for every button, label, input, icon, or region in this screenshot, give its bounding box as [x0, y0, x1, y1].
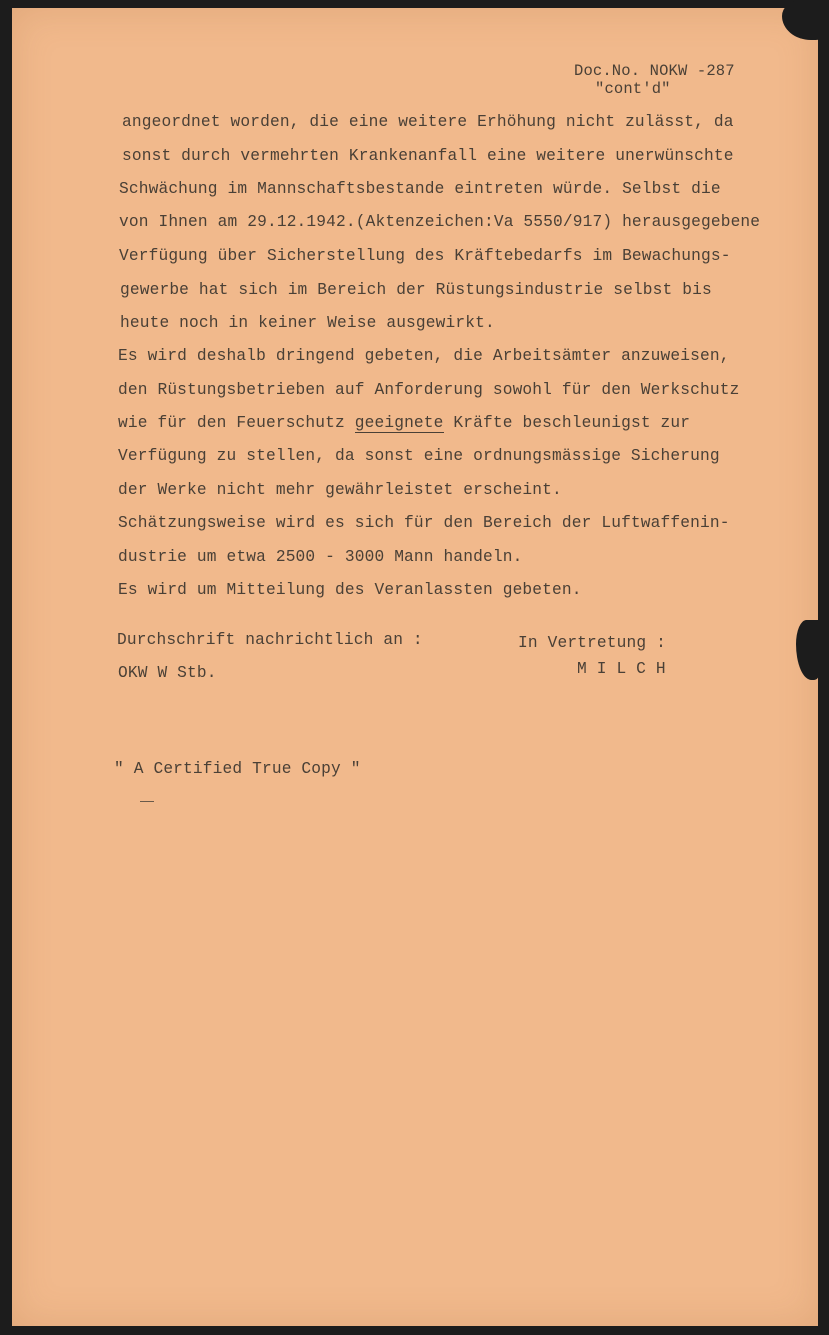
body-line: heute noch in keiner Weise ausgewirkt. [120, 314, 495, 332]
body-line: Schwächung im Mannschaftsbestande eintreten würde. Selbst die [119, 180, 721, 198]
on-behalf-label: In Vertretung : [518, 634, 666, 652]
copy-recipient: OKW W Stb. [118, 664, 217, 682]
body-line: dustrie um etwa 2500 - 3000 Mann handeln. [118, 548, 523, 566]
body-line: Verfügung über Sicherstellung des Kräftebedarfs im Bewachungs- [119, 247, 731, 265]
certification: " A Certified True Copy " [114, 760, 361, 778]
copy-to-label: Durchschrift nachrichtlich an : [117, 631, 423, 649]
body-line: Es wird um Mitteilung des Veranlassten gebeten. [118, 581, 582, 599]
signature: M I L C H [577, 660, 666, 678]
torn-corner [782, 0, 829, 40]
torn-edge [796, 620, 822, 680]
doc-number: Doc.No. NOKW -287 [574, 62, 735, 80]
body-line: von Ihnen am 29.12.1942.(Aktenzeichen:Va 5550/917) herausgegebene [119, 213, 761, 231]
underlined-word: geeignete [354, 414, 444, 432]
body-line-end: Kräfte beschleunigst zur [453, 414, 691, 432]
body-line: sonst durch vermehrten Krankenanfall eine weitere unerwünschte [122, 147, 734, 165]
body-line: gewerbe hat sich im Bereich der Rüstungsindustrie selbst bis [120, 281, 712, 299]
body-line: Verfügung zu stellen, da sonst eine ordnungsmässige Sicherung [118, 447, 720, 465]
body-line: den Rüstungsbetrieben auf Anforderung sowohl für den Werkschutz [118, 381, 740, 399]
body-line: der Werke nicht mehr gewährleistet erscheint. [118, 481, 562, 499]
continued-label: "cont'd" [595, 80, 671, 98]
body-line [118, 414, 690, 432]
body-line: Schätzungsweise wird es sich für den Bereich der Luftwaffenin- [118, 514, 730, 532]
body-line-start: wie für den Feuerschutz [118, 414, 345, 432]
body-line: Es wird deshalb dringend gebeten, die Arbeitsämter anzuweisen, [118, 347, 730, 365]
body-line: angeordnet worden, die eine weitere Erhöhung nicht zulässt, da [122, 113, 734, 131]
divider [140, 801, 154, 802]
